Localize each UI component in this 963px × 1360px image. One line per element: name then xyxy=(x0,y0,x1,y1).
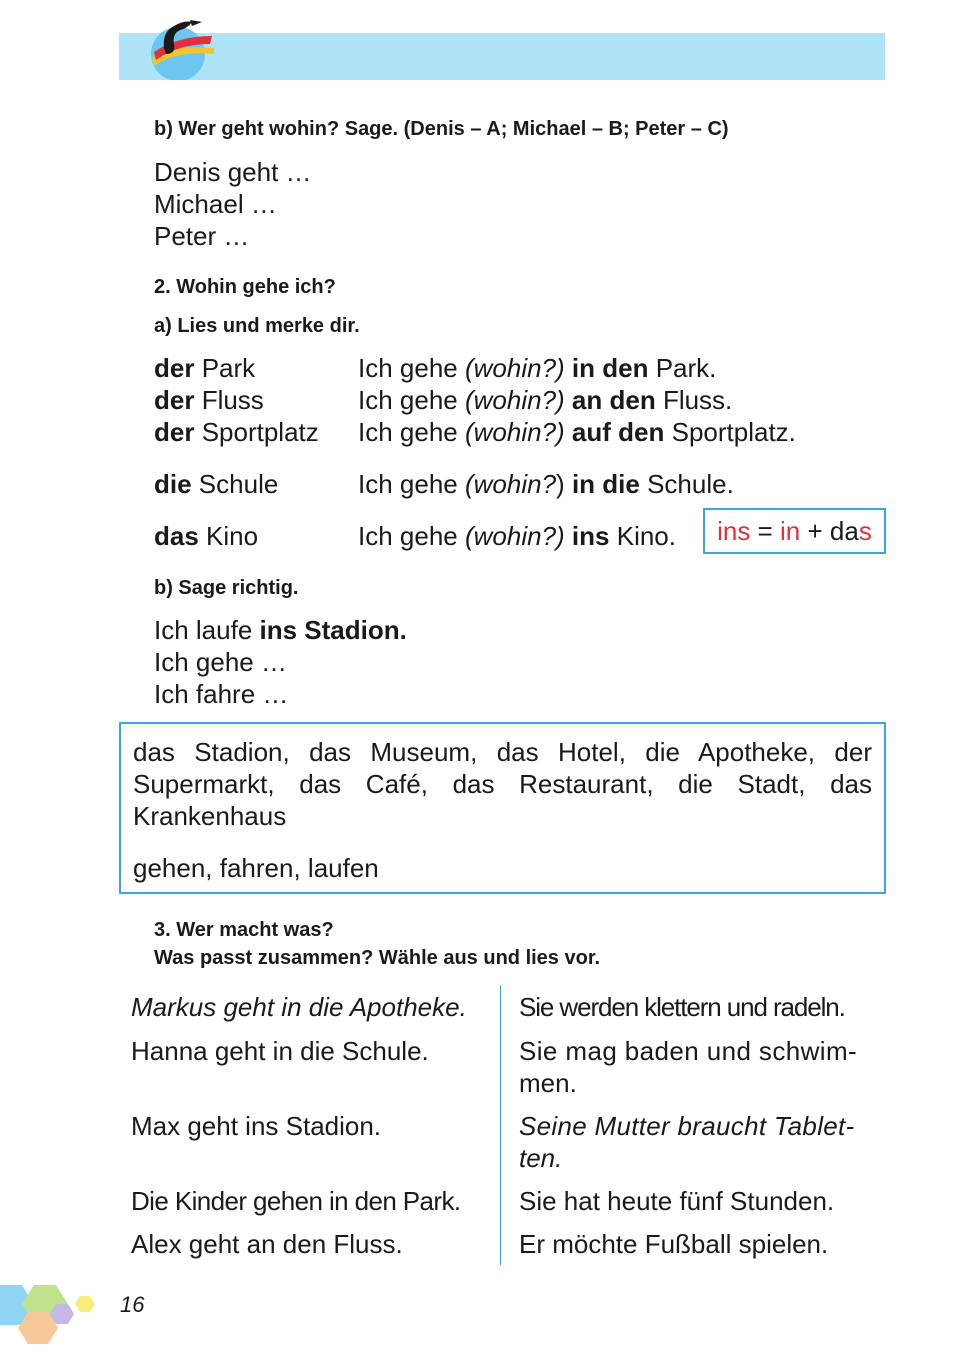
question-word: (wohin? xyxy=(464,469,557,499)
list-item: Alex geht an den Fluss. xyxy=(131,1229,403,1259)
question-word: (wohin?) xyxy=(464,353,565,383)
example-line xyxy=(154,614,407,646)
list-item: men. xyxy=(519,1068,577,1098)
sentence-start: Ich gehe xyxy=(358,417,465,447)
header-band xyxy=(119,33,885,80)
list-item: Sie werden klettern und radeln. xyxy=(519,992,845,1022)
preposition: in die xyxy=(564,469,640,499)
article: der xyxy=(154,417,195,447)
list-item: Hanna geht in die Schule. xyxy=(131,1036,429,1066)
list-item: Sie hat heute fünf Stunden. xyxy=(519,1186,835,1216)
sentence-end: Fluss. xyxy=(655,385,733,415)
section-b-lines xyxy=(154,156,312,252)
exercise3-instruction: Was passt zusammen? Wähle aus und lies vor. xyxy=(154,947,601,969)
list-item: Die Kinder gehen in den Park. xyxy=(131,1186,461,1216)
article: der xyxy=(154,385,195,415)
list-item: ten. xyxy=(519,1143,563,1173)
sentence-start: Ich gehe xyxy=(358,469,465,499)
noun: Kino xyxy=(198,521,259,551)
preposition: an den xyxy=(564,385,656,415)
word-bank-verbs: gehen, fahren, laufen xyxy=(133,853,379,883)
sentence-end: Schule. xyxy=(639,469,734,499)
example-bold: ins Stadion. xyxy=(259,615,407,645)
noun: Sportplatz xyxy=(194,417,319,447)
article: das xyxy=(154,521,199,551)
line-peter: Peter … xyxy=(154,221,250,251)
word-bank-nouns: das Stadion, das Museum, das Hotel, die Apotheke, der Supermarkt, das Café, das Restaurant, die Stadt, das Krankenhaus xyxy=(133,737,872,831)
preposition: auf den xyxy=(564,417,665,447)
noun: Schule xyxy=(191,469,279,499)
exercise3-title: 3. Wer macht was? xyxy=(154,919,334,941)
section-b-title: b) Wer geht wohin? Sage. (Denis – A; Michael – B; Peter – C) xyxy=(154,118,729,140)
question-close: ) xyxy=(556,469,565,499)
sentence-start: Ich gehe xyxy=(358,353,465,383)
article: der xyxy=(154,353,195,383)
sentence-start: Ich gehe xyxy=(358,521,465,551)
noun: Park xyxy=(194,353,256,383)
preposition: in den xyxy=(564,353,649,383)
word-bank-box xyxy=(119,722,886,894)
sentence-start: Ich gehe xyxy=(358,385,465,415)
note-in: in xyxy=(780,516,801,546)
exercise2-title: 2. Wohin gehe ich? xyxy=(154,276,336,298)
page-number: 16 xyxy=(120,1292,145,1317)
part-b-lines xyxy=(154,614,407,710)
note-plus-da: + da xyxy=(800,516,859,546)
list-item: Sie mag baden und schwim- xyxy=(519,1036,858,1066)
list-item: Er möchte Fußball spielen. xyxy=(519,1229,829,1259)
hexagon-decoration-icon xyxy=(0,1280,110,1360)
article: die xyxy=(154,469,192,499)
exercise2-part-a: a) Lies und merke dir. xyxy=(154,315,360,337)
list-item: Max geht ins Stadion. xyxy=(131,1111,382,1141)
list-item: Markus geht in die Apotheke. xyxy=(131,992,467,1022)
question-word: (wohin?) xyxy=(464,385,565,415)
list-item: Seine Mutter braucht Tablet- xyxy=(519,1111,855,1141)
question-word: (wohin?) xyxy=(464,521,565,551)
sentence-end: Park. xyxy=(648,353,717,383)
sentence-end: Sportplatz. xyxy=(664,417,796,447)
line-gehe: Ich gehe … xyxy=(154,647,287,677)
preposition: ins xyxy=(564,521,610,551)
question-word: (wohin?) xyxy=(464,417,565,447)
example-start: Ich laufe xyxy=(154,615,260,645)
line-denis: Denis geht … xyxy=(154,157,312,187)
line-michael: Michael … xyxy=(154,189,277,219)
contraction-note-box xyxy=(703,508,886,554)
column-divider xyxy=(500,985,501,1265)
noun: Fluss xyxy=(194,385,264,415)
note-equals: = xyxy=(750,516,781,546)
exercise2-part-b: b) Sage richtig. xyxy=(154,577,299,599)
sentence-end: Kino. xyxy=(609,521,676,551)
line-fahre: Ich fahre … xyxy=(154,679,289,709)
swan-flag-logo-icon xyxy=(144,14,218,80)
note-s: s xyxy=(858,516,872,546)
note-ins: ins xyxy=(717,516,751,546)
